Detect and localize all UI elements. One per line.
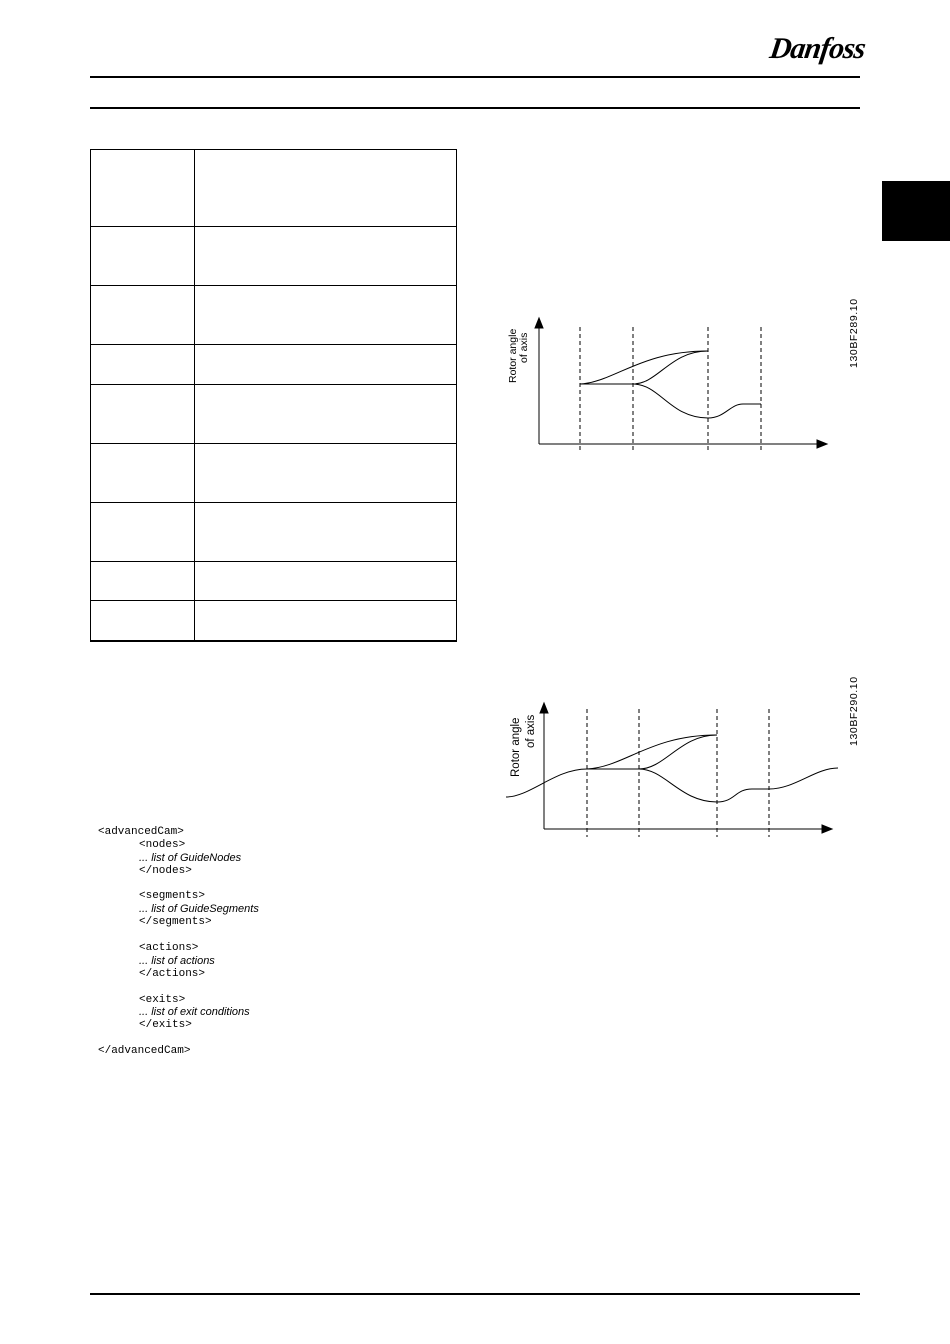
danfoss-logo: Danfoss: [767, 32, 868, 65]
table-row: [91, 503, 457, 562]
table-row: [91, 150, 457, 227]
code-exits-open: <exits>: [139, 993, 186, 1006]
fig1-ylabel-line1: Rotor angle: [507, 328, 519, 383]
code-exits-close: </exits>: [139, 1019, 192, 1032]
parameter-name-cell: [91, 150, 195, 227]
chapter-tab-marker: [882, 181, 950, 241]
y-axis-arrow: [540, 703, 548, 713]
code-actions-close: </actions>: [139, 967, 206, 980]
parameter-description-cell: [195, 345, 457, 385]
fig2-ylabel-line2: of axis: [525, 714, 537, 748]
header-rule-bottom: [90, 107, 860, 109]
footer-rule: [90, 1293, 860, 1295]
code-segments-body: ... list of GuideSegments: [139, 903, 259, 916]
parameter-table: [90, 149, 457, 642]
parameter-name-cell: [91, 444, 195, 503]
parameter-description-cell: [195, 444, 457, 503]
table-row: [91, 227, 457, 286]
parameter-description-cell: [195, 503, 457, 562]
parameter-name-cell: [91, 601, 195, 641]
parameter-description-cell: [195, 562, 457, 601]
parameter-description-cell: [195, 385, 457, 444]
header-rule-top: [90, 76, 860, 78]
code-nodes-body: ... list of GuideNodes: [139, 851, 242, 864]
rotor-angle-diagram-1: [500, 310, 840, 460]
code-actions-open: <actions>: [139, 942, 199, 955]
parameter-description-cell: [195, 286, 457, 345]
fig2-ylabel-line1: Rotor angle: [510, 717, 522, 777]
table-row: [91, 286, 457, 345]
table-row: [91, 562, 457, 601]
parameter-name-cell: [91, 385, 195, 444]
curve-late-rise: [633, 351, 708, 384]
parameter-name-cell: [91, 286, 195, 345]
fig1-id: 130BF289.10: [848, 298, 860, 368]
y-axis-arrow: [535, 318, 543, 328]
fig2-id: 130BF290.10: [848, 676, 860, 746]
code-exits-body: ... list of exit conditions: [139, 1006, 250, 1019]
code-actions-body: ... list of actions: [139, 954, 215, 967]
curve-fall: [639, 768, 838, 802]
code-nodes-close: </nodes>: [139, 864, 192, 877]
fig1-ylabel-line2: of axis: [518, 332, 530, 363]
parameter-name-cell: [91, 227, 195, 286]
x-axis-arrow: [817, 440, 827, 448]
curve-fall: [633, 384, 761, 418]
table-row: [91, 601, 457, 641]
table-row: [91, 444, 457, 503]
parameter-name-cell: [91, 503, 195, 562]
parameter-name-cell: [91, 345, 195, 385]
code-segments-close: </segments>: [139, 916, 212, 929]
parameter-description-cell: [195, 227, 457, 286]
code-close-tag: </advancedCam>: [98, 1045, 191, 1058]
table-row: [91, 345, 457, 385]
code-segments-open: <segments>: [139, 890, 206, 903]
curve-early-rise: [587, 735, 717, 769]
table-row: [91, 385, 457, 444]
parameter-name-cell: [91, 562, 195, 601]
code-nodes-open: <nodes>: [139, 838, 186, 851]
parameter-description-cell: [195, 601, 457, 641]
advanced-cam-code-listing: [98, 826, 438, 1058]
rotor-angle-diagram-2: [500, 695, 845, 845]
curve-early-rise: [580, 351, 708, 384]
parameter-description-cell: [195, 150, 457, 227]
code-open-tag: <advancedCam>: [98, 826, 184, 838]
x-axis-arrow: [822, 825, 832, 833]
curve-late-rise: [639, 735, 717, 769]
